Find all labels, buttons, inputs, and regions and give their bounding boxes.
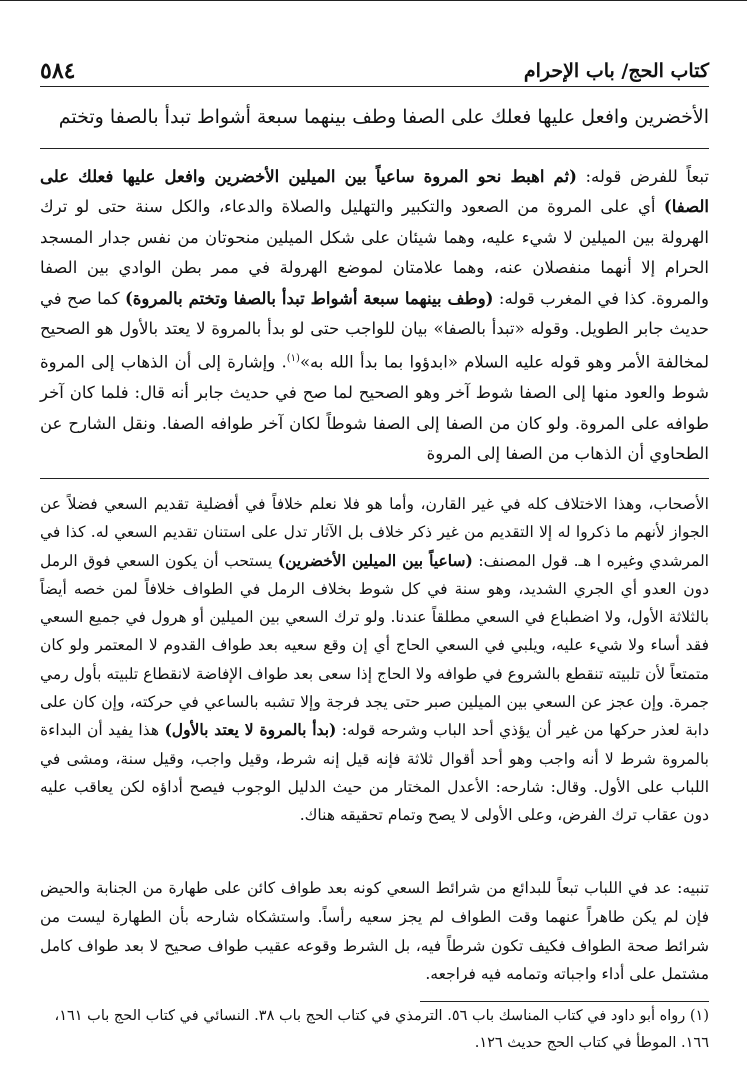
main-text: الأخضرين وافعل عليها فعلك على الصفا وطف بينهما سبعة أشواط تبدأ بالصفا وتختم: [58, 106, 709, 128]
commentary-text: تبعاً للفرض قوله:: [576, 167, 709, 186]
footnote-divider: [420, 1001, 709, 1002]
page-header: [40, 52, 709, 87]
quoted-matn: (ساعياً بين الميلين الأخضرين): [277, 550, 473, 570]
commentary-text: كما صح في حديث جابر الطويل. وقوله «تبدأ بالصفا» بيان للواجب حتى لو بدأ بالمروة لا يعتد بالأول هو الصحيح لمخالفة الأمر وهو قوله عليه السلام «ابدؤوا بما بدأ الله به»: [40, 288, 709, 372]
marginal-notes-block: [40, 490, 709, 830]
commentary-text: . وإشارة إلى أن الذهاب إلى المروة شوط والعود منها إلى الصفا شوط آخر وهو الصحيح لما صح في حديث جابر أنه قال: فلما كان آخر طوافه على المروة. ولو كان من الصفا إلى الصفا شوطاً لكان آخر طوافه الصفا. ونقل الشارح عن الطحاوي أن الذهاب من الصفا إلى المروة: [40, 352, 709, 464]
footnote: [40, 1003, 709, 1057]
tanbih-divider: [0, 0, 747, 3]
note-text: يستحب أن يكون السعي فوق الرمل دون العدو أي الجري الشديد، وهو سنة في كل شوط بخلاف الرمل في الطواف خلافاً لمن خصه أيضاً بالثلاثة الأول، ولا اضطباع في السعي مطلقاً عندنا. ولو ترك السعي بين الميلين أو هرول في جميع السعي فقد أساء ولا شيء عليه، ويلبي في السعي الحاج أي إن وقع سعيه بعد طواف القدوم لا المعتمر ولو كان متمتعاً لأن تلبيته تنقطع بالشروع في طوافه ولا الحاج إذا سعى بعد طواف الإفاضة لانقطاع تلبيته بأول رمي جمرة. وإن عجز عن السعي بين الميلين صبر حتى يجد فرجة وإلا تشبه بالساعي في حركته، وإن كان على دابة لعذر حركها من غير أن يؤذي أحد الباب وشرحه قوله:: [40, 551, 709, 740]
commentary-divider: [40, 478, 709, 479]
commentary-text: أي على المروة من الصعود والتكبير والتهليل والصلاة والدعاء، والكل سنة حتى لو ترك الهرولة بين الميلين لا شيء عليه، وهما شيئان على شكل الميلين منحوتان من نفس جدار المسجد الحرام إلا أنهما منفصلان عنه، وهما علامتان لموضع الهرولة في ممر بطن الوادي بين الصفا والمروة. كذا في المغرب قوله:: [40, 197, 709, 308]
page-number: ٥٨٤: [40, 58, 76, 84]
footnote-reference[interactable]: (١): [286, 353, 300, 365]
note-text: هذا يفيد أن البداءة بالمروة شرط لا أنه واجب وهو أحد أقوال ثلاثة فإنه قيل إنه شرط، وقيل واجب، وقيل سنة، ومشى في اللباب على الأول. وقال: شارحه: الأعدل المختار من حيث الدليل الوجوب فيصح أداؤه لكن يعاقب عليه دون عقاب ترك الفرض، وعلى الأولى لا يصح وتمام تحقيقه هناك.: [40, 721, 709, 825]
footnote-text: رواه أبو داود في كتاب المناسك باب ٥٦. الترمذي في كتاب الحج باب ٣٨. النسائي في كتاب الحج باب ١٦١، ١٦٦. الموطأ في كتاب الحج حديث ١٢٦.: [54, 1008, 709, 1051]
footnote-marker: (١): [689, 1008, 709, 1024]
quoted-matn: (بدأ بالمروة لا يعتد بالأول): [164, 720, 337, 740]
quoted-matn: (وطف بينهما سبعة أشواط تبدأ بالصفا وتختم بالمروة): [124, 288, 494, 308]
running-title: كتاب الحج/ باب الإحرام: [523, 60, 709, 82]
note-text: الأصحاب، وهذا الاختلاف كله في غير القارن، وأما هو فلا نعلم خلافاً في أفضلية تقديم السعي فضلاً عن الجواز لأنهم ما ذكروا له إلا التقديم من غير ذكر خلاف بل الآثار تدل على استنان تقديم السعي له. كذا في المرشدي وغيره ا هـ. قول المصنف:: [40, 495, 709, 570]
commentary-block: [40, 162, 709, 470]
quoted-matn: (ثم اهبط نحو المروة ساعياً بين الميلين الأخضرين وافعل عليها فعلك على الصفا): [40, 167, 709, 217]
tanbih-note: تنبيه: عد في اللباب تبعاً للبدائع من شرائط السعي كونه بعد طواف كائن على طهارة من الجنابة والحيض فإن لم يكن طاهراً عنهما وقت الطواف لم يجز سعيه رأساً. واستشكاه شارحه بأن الطهارة ليست من شرائط صحة الطواف فكيف تكون شرطاً فيه، بل الشرط وقوعه عقيب طواف صحيح لا بعد طواف كامل مشتمل على أداء واجباته وتمامه فيه فراجعه.: [40, 879, 709, 984]
main-text-divider: [40, 148, 709, 149]
